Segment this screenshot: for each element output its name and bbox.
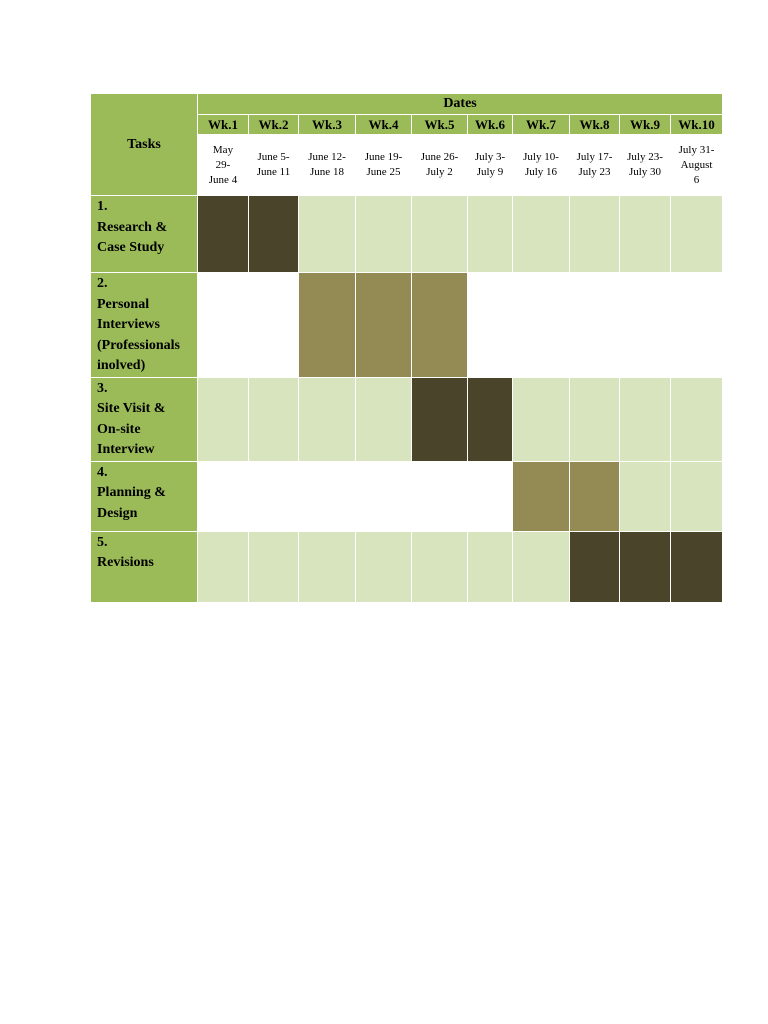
gantt-bar-cell [620, 531, 671, 602]
date-range-line: July 9 [476, 166, 504, 178]
week-date-range [356, 135, 412, 196]
date-range-line: June 12- [308, 151, 346, 163]
gantt-empty-cell [513, 273, 570, 378]
task-name-line: Case Study [97, 240, 165, 255]
gantt-empty-cell [570, 273, 620, 378]
week-date-range [249, 135, 299, 196]
gantt-bar-cell [198, 196, 249, 273]
gantt-empty-cell [299, 377, 356, 461]
gantt-empty-cell [570, 377, 620, 461]
date-range-line: July 3- [474, 151, 506, 163]
week-date-range [671, 135, 723, 196]
task-name [91, 273, 198, 378]
gantt-empty-cell [468, 531, 513, 602]
week-label: Wk.9 [620, 115, 671, 135]
week-label: Wk.8 [570, 115, 620, 135]
task-name-line: (Professionals [97, 337, 180, 353]
gantt-empty-cell [249, 461, 299, 531]
gantt-bar-cell [671, 531, 723, 602]
gantt-bar-cell [468, 377, 513, 461]
date-range-line: July 23- [627, 151, 663, 163]
week-label: Wk.1 [198, 115, 249, 135]
task-name-line: 2. [97, 276, 108, 291]
tasks-header: Tasks [91, 94, 198, 196]
task-name-line: 4. [97, 464, 108, 480]
gantt-bar-cell [570, 461, 620, 531]
gantt-empty-cell [249, 273, 299, 378]
task-name-line: Personal [97, 296, 150, 312]
gantt-empty-cell [198, 531, 249, 602]
week-label: Wk.3 [299, 115, 356, 135]
gantt-empty-cell [356, 461, 412, 531]
date-range-line: July 10- [523, 151, 559, 163]
gantt-empty-cell [198, 273, 249, 378]
gantt-bar-cell [412, 273, 468, 378]
task-row [91, 461, 723, 531]
date-range-line: August [680, 158, 713, 171]
task-name-line: Planning & [97, 485, 166, 500]
date-range-line: June 11 [256, 166, 291, 178]
week-label: Wk.2 [249, 115, 299, 135]
task-name [91, 196, 198, 273]
gantt-empty-cell [299, 196, 356, 273]
gantt-empty-cell [299, 461, 356, 531]
week-label: Wk.4 [356, 115, 412, 135]
gantt-empty-cell [356, 196, 412, 273]
gantt-empty-cell [468, 273, 513, 378]
task-name-line: On-site [97, 421, 141, 437]
task-name-line: 5. [97, 534, 108, 550]
gantt-empty-cell [356, 377, 412, 461]
gantt-empty-cell [671, 196, 723, 273]
gantt-empty-cell [468, 461, 513, 531]
week-label: Wk.10 [671, 115, 723, 135]
gantt-bar-cell [299, 273, 356, 378]
task-name-line: Research & [97, 219, 168, 235]
task-name [91, 461, 198, 531]
task-name-line: Design [97, 505, 138, 521]
gantt-bar-cell [513, 461, 570, 531]
date-range-line: July 31- [678, 143, 715, 156]
date-range-line: June 5- [257, 151, 290, 163]
date-range-line: June 19- [364, 151, 403, 163]
task-row [91, 196, 723, 273]
date-range-line: June 18 [310, 166, 344, 178]
week-date-range [299, 135, 356, 196]
gantt-empty-cell [513, 196, 570, 273]
task-rows [91, 196, 723, 603]
week-date-range [468, 135, 513, 196]
gantt-empty-cell [671, 273, 723, 378]
gantt-bar-cell [570, 531, 620, 602]
gantt-bar-cell [356, 273, 412, 378]
week-date-range [412, 135, 468, 196]
gantt-empty-cell [249, 531, 299, 602]
date-range-line: June 4 [208, 173, 238, 186]
gantt-empty-cell [468, 196, 513, 273]
task-name-line: Interview [97, 442, 155, 457]
dates-header: Dates [198, 94, 723, 115]
date-range-line: 6 [693, 173, 700, 186]
task-row [91, 273, 723, 378]
week-label: Wk.6 [468, 115, 513, 135]
gantt-empty-cell [249, 377, 299, 461]
task-name [91, 531, 198, 602]
date-range-line: June 25 [366, 166, 401, 178]
gantt-empty-cell [198, 377, 249, 461]
date-range-line: June 26- [420, 151, 459, 163]
gantt-empty-cell [620, 377, 671, 461]
task-name-line: Site Visit & [97, 401, 166, 416]
gantt-empty-cell [412, 196, 468, 273]
gantt-empty-cell [412, 531, 468, 602]
gantt-bar-cell [412, 377, 468, 461]
task-row [91, 531, 723, 602]
date-range-line: May [212, 143, 234, 156]
gantt-table [90, 93, 723, 603]
task-name-line: Interviews [97, 317, 160, 332]
week-date-range [198, 135, 249, 196]
week-label: Wk.7 [513, 115, 570, 135]
task-name-line: inolved) [97, 358, 146, 373]
gantt-empty-cell [620, 461, 671, 531]
task-row [91, 377, 723, 461]
gantt-empty-cell [620, 196, 671, 273]
gantt-empty-cell [356, 531, 412, 602]
gantt-empty-cell [198, 461, 249, 531]
gantt-empty-cell [299, 531, 356, 602]
date-range-line: July 2 [426, 166, 453, 178]
gantt-empty-cell [671, 377, 723, 461]
date-range-line: July 16 [524, 166, 558, 178]
week-date-range [620, 135, 671, 196]
gantt-empty-cell [570, 196, 620, 273]
task-name [91, 377, 198, 461]
week-date-range [570, 135, 620, 196]
gantt-empty-cell [513, 377, 570, 461]
task-name-line: 1. [97, 199, 108, 214]
task-name-line: Revisions [97, 555, 154, 570]
week-date-range [513, 135, 570, 196]
gantt-bar-cell [249, 196, 299, 273]
date-range-line: July 30 [628, 166, 662, 178]
gantt-empty-cell [513, 531, 570, 602]
gantt-empty-cell [671, 461, 723, 531]
gantt-empty-cell [412, 461, 468, 531]
date-range-line: July 17- [576, 151, 613, 163]
date-range-line: July 23 [578, 166, 611, 178]
task-name-line: 3. [97, 380, 108, 396]
gantt-empty-cell [620, 273, 671, 378]
date-range-line: 29- [215, 158, 231, 171]
week-label: Wk.5 [412, 115, 468, 135]
